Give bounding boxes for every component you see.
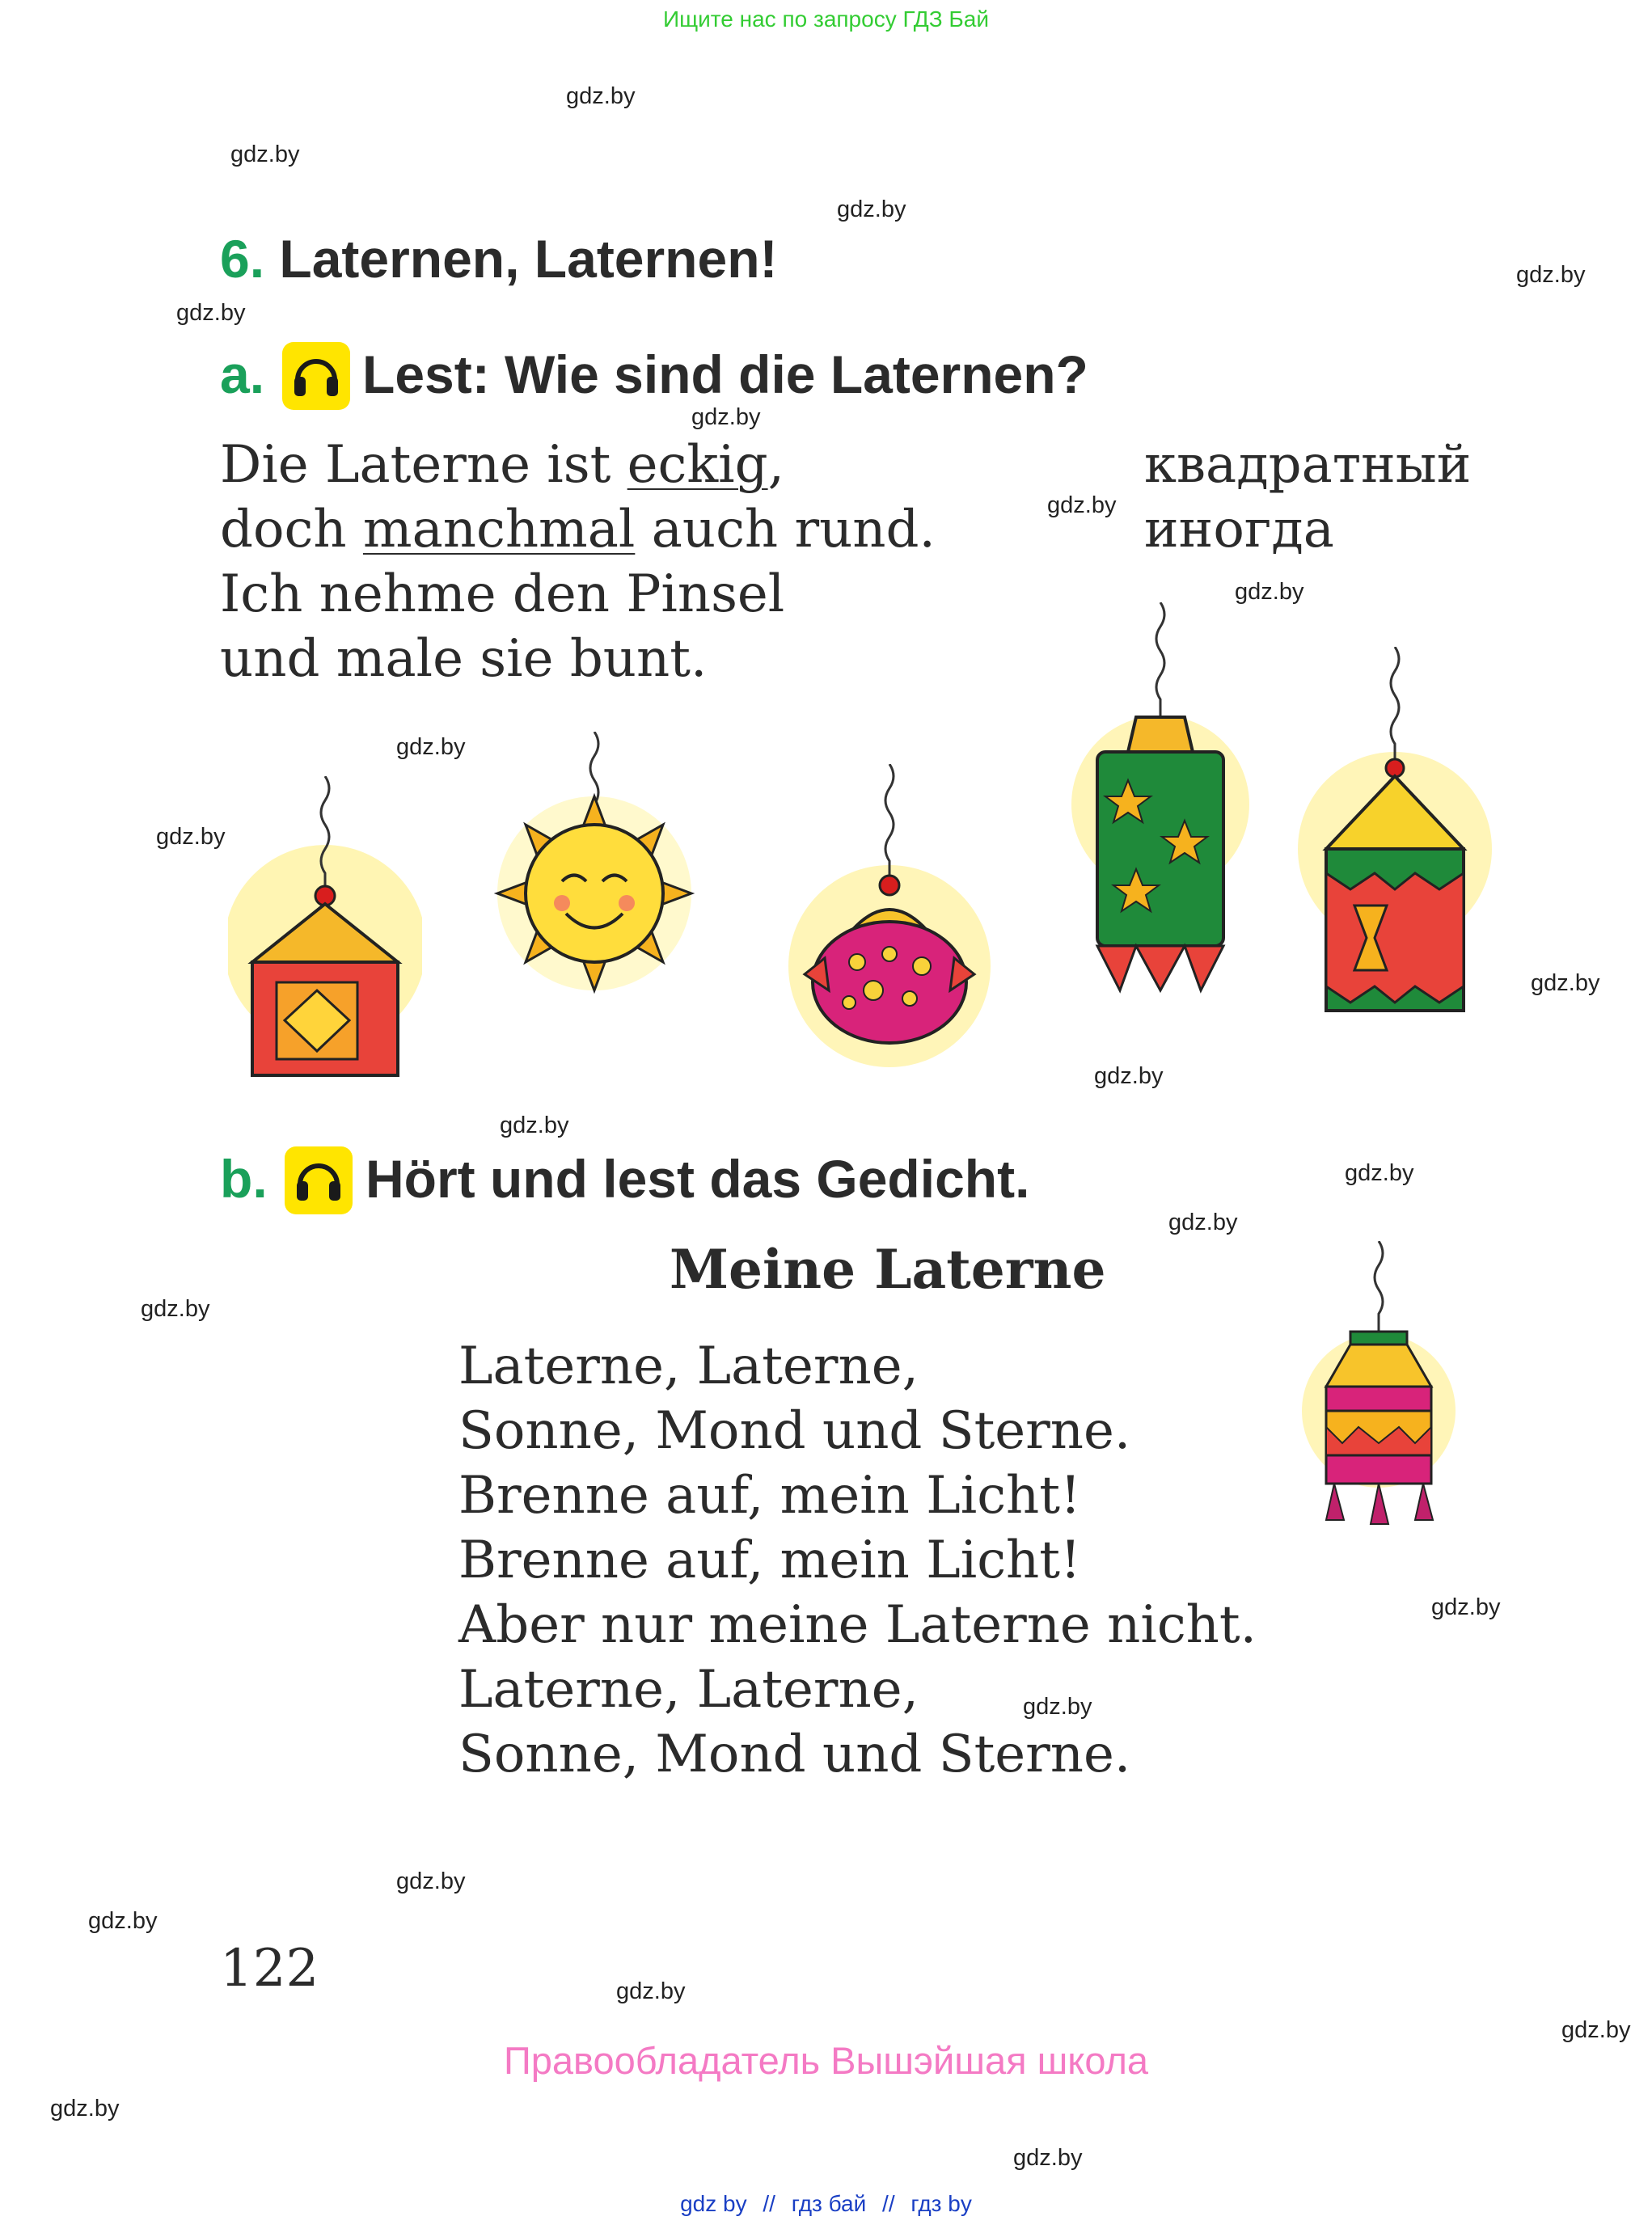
footer-separator: // (763, 2191, 775, 2216)
footer-links (0, 2191, 1652, 2217)
part-a-poem (220, 433, 936, 691)
watermark: gdz.by (396, 1868, 466, 1894)
watermark: gdz.by (1561, 2017, 1631, 2043)
exercise-heading (220, 228, 778, 289)
exercise-title: Laternen, Laternen! (279, 229, 778, 289)
watermark: gdz.by (156, 824, 226, 850)
watermark: gdz.by (1094, 1063, 1164, 1089)
footer-link[interactable]: гдз бай (791, 2191, 867, 2216)
headphones-icon (289, 349, 343, 403)
watermark: gdz.by (1168, 1210, 1238, 1235)
watermark: gdz.by (176, 300, 246, 326)
poem-line: Laterne, Laterne, (458, 1336, 919, 1396)
watermark: gdz.by (230, 141, 300, 167)
watermark: gdz.by (566, 83, 636, 109)
exercise-number: 6. (220, 229, 265, 289)
copyright-notice: Правообладатель Вышэйшая школа (503, 2039, 1149, 2082)
sun-lantern-illustration (489, 732, 699, 1007)
watermark: gdz.by (1013, 2145, 1083, 2171)
diamond-lantern-illustration (1290, 647, 1500, 1027)
search-note: Ищите нас по запросу ГДЗ Бай (662, 6, 990, 32)
square-lantern-illustration (228, 776, 422, 1083)
watermark: gdz.by (837, 196, 906, 222)
watermark: gdz.by (50, 2096, 120, 2122)
watermark: gdz.by (616, 1978, 686, 2004)
footer-separator: // (882, 2191, 895, 2216)
footer-link[interactable]: gdz by (680, 2191, 747, 2216)
ball-lantern-illustration (780, 764, 999, 1071)
page-number: 122 (220, 1939, 319, 1999)
poem-line: Sonne, Mond und Sterne. (458, 1401, 1131, 1461)
part-a-instruction: Lest: Wie sind die Laternen? (362, 344, 1088, 404)
poem-line: Laterne, Laterne, (458, 1660, 919, 1720)
poem-line: doch manchmal auch rund. (220, 500, 936, 559)
part-b-letter: b. (220, 1149, 268, 1209)
watermark: gdz.by (1047, 492, 1117, 518)
watermark: gdz.by (500, 1112, 569, 1138)
vocab-word: manchmal (362, 500, 636, 559)
poem (458, 1334, 1257, 1787)
watermark: gdz.by (396, 734, 466, 760)
headphones-icon (292, 1154, 345, 1207)
watermark: gdz.by (1516, 262, 1586, 288)
poem-line: Brenne auf, mein Licht! (458, 1530, 1081, 1590)
watermark: gdz.by (1235, 579, 1304, 605)
part-b-instruction: Hört und lest das Gedicht. (365, 1149, 1030, 1209)
star-lantern-illustration (1071, 602, 1249, 999)
poem-line: Ich nehme den Pinsel (220, 564, 785, 624)
poem-line: und male sie bunt. (220, 629, 708, 689)
audio-button-a[interactable] (282, 342, 350, 410)
vocab-word: eckig (627, 435, 768, 495)
poem-line: Aber nur meine Laterne nicht. (458, 1595, 1257, 1655)
watermark: gdz.by (1531, 970, 1600, 996)
watermark: gdz.by (88, 1908, 158, 1934)
glossary-item: квадратный (1144, 435, 1472, 495)
watermark: gdz.by (1345, 1160, 1414, 1186)
poem-line: Sonne, Mond und Sterne. (458, 1725, 1131, 1784)
watermark: gdz.by (1431, 1594, 1501, 1620)
watermark: gdz.by (141, 1296, 210, 1322)
poem-line: Die Laterne ist eckig, (220, 435, 784, 495)
watermark: gdz.by (1023, 1694, 1092, 1720)
audio-button-b[interactable] (285, 1146, 353, 1214)
glossary (1144, 433, 1471, 562)
footer-link[interactable]: гдз by (911, 2191, 972, 2216)
drum-lantern-illustration (1298, 1241, 1460, 1564)
poem-line: Brenne auf, mein Licht! (458, 1466, 1081, 1526)
part-a-letter: a. (220, 344, 265, 404)
watermark: gdz.by (691, 404, 761, 430)
glossary-item: иногда (1144, 500, 1334, 559)
poem-title: Meine Laterne (670, 1238, 1106, 1301)
